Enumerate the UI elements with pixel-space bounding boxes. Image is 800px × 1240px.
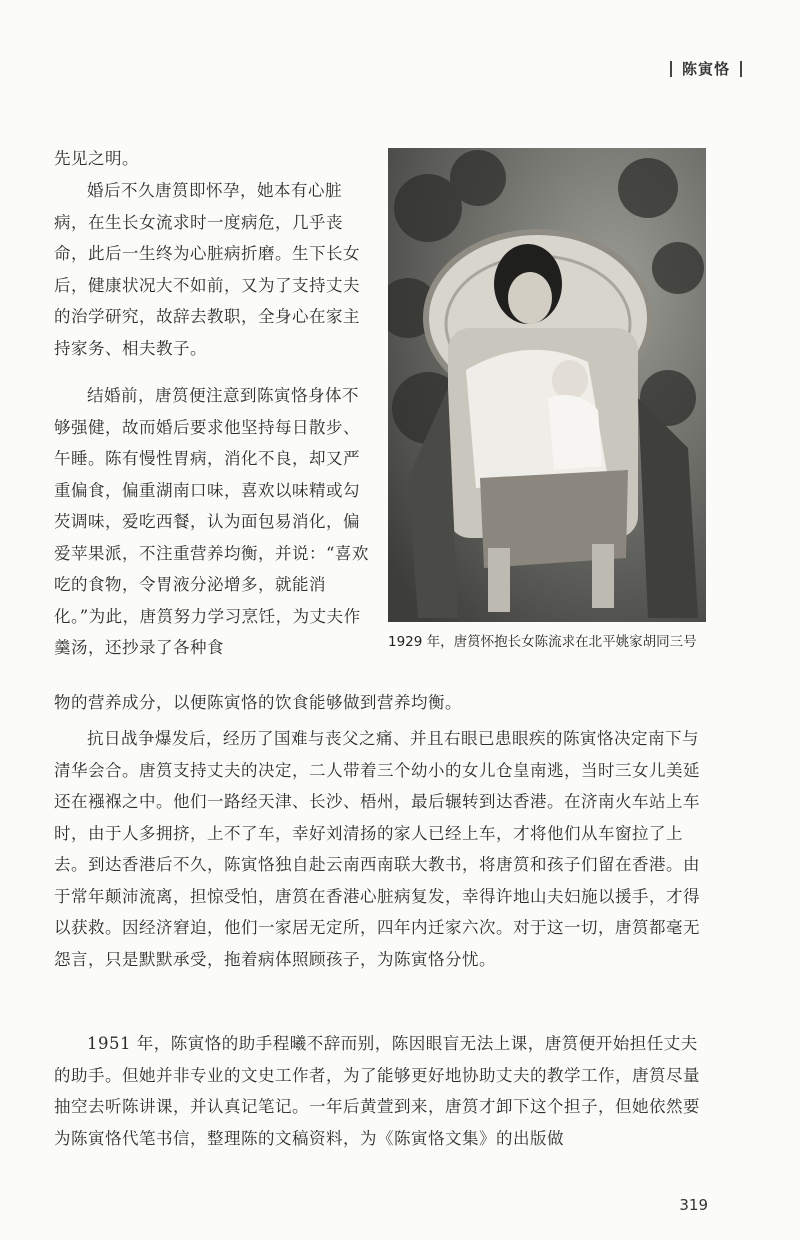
header-divider-right bbox=[740, 61, 742, 77]
photo-illustration bbox=[388, 148, 706, 622]
paragraph-pregnancy: 婚后不久唐筼即怀孕，她本有心脏病，在生长女流求时一度病危，几乎丧命，此后一生终为心脏病折磨。生下长女后，健康状况大不如前，又为了支持丈夫的治学研究，故辞去教职，全身心在家主持家务、相夫教子。 bbox=[54, 181, 360, 358]
page-number: 319 bbox=[679, 1196, 708, 1214]
header-divider-left bbox=[670, 61, 672, 77]
paragraph-diet: 结婚前，唐筼便注意到陈寅恪身体不够强健，故而婚后要求他坚持每日散步、午睡。陈有慢性胃病，消化不良，却又严重偏食，偏重湖南口味，喜欢以味精或勾芡调味，爱吃西餐，认为面包易消化，偏爱苹果派，不注重营养均衡，并说：“喜欢吃的食物，令胃液分泌增多，就能消化。”为此，唐筼努力学习烹饪，为丈夫作羹汤，还抄录了各种食 bbox=[54, 386, 369, 657]
paragraph-war: 抗日战争爆发后，经历了国难与丧父之痛、并且右眼已患眼疾的陈寅恪决定南下与清华会合。唐筼支持丈夫的决定，二人带着三个幼小的女儿仓皇南逃，当时三女儿美延还在襁褓之中。他们一路经天津、长沙、梧州，最后辗转到达香港。在济南火车站上车时，由于人多拥挤，上不了车，幸好刘清扬的家人已经上车，才将他们从车窗拉了上去。到达香港后不久，陈寅恪独自赴云南西南联大教书，将唐筼和孩子们留在香港。由于常年颠沛流离，担惊受怕，唐筼在香港心脏病复发，幸得许地山夫妇施以援手，才得以获救。因经济窘迫，他们一家居无定所，四年内迁家六次。对于这一切，唐筼都毫无怨言，只是默默承受，拖着病体照顾孩子，为陈寅恪分忧。 bbox=[54, 729, 700, 969]
historical-photo bbox=[388, 148, 706, 622]
paragraph-continuation: 先见之明。 bbox=[54, 149, 139, 168]
photo-caption: 1929 年，唐筼怀抱长女陈流求在北平姚家胡同三号 bbox=[388, 634, 697, 650]
running-header bbox=[660, 58, 752, 79]
paragraph-diet-continued: 物的营养成分，以便陈寅恪的饮食能够做到营养均衡。 bbox=[54, 693, 462, 712]
paragraph-assistant: 1951 年，陈寅恪的助手程曦不辞而别，陈因眼盲无法上课，唐筼便开始担任丈夫的助手。但她并非专业的文史工作者，为了能够更好地协助丈夫的教学工作，唐筼尽量抽空去听陈讲课，并认真记笔记。一年后黄萱到来，唐筼才卸下这个担子，但她依然要为陈寅恪代笔书信，整理陈的文稿资料，为《陈寅恪文集》的出版做 bbox=[54, 1034, 700, 1148]
header-title: 陈寅恪 bbox=[681, 60, 730, 78]
